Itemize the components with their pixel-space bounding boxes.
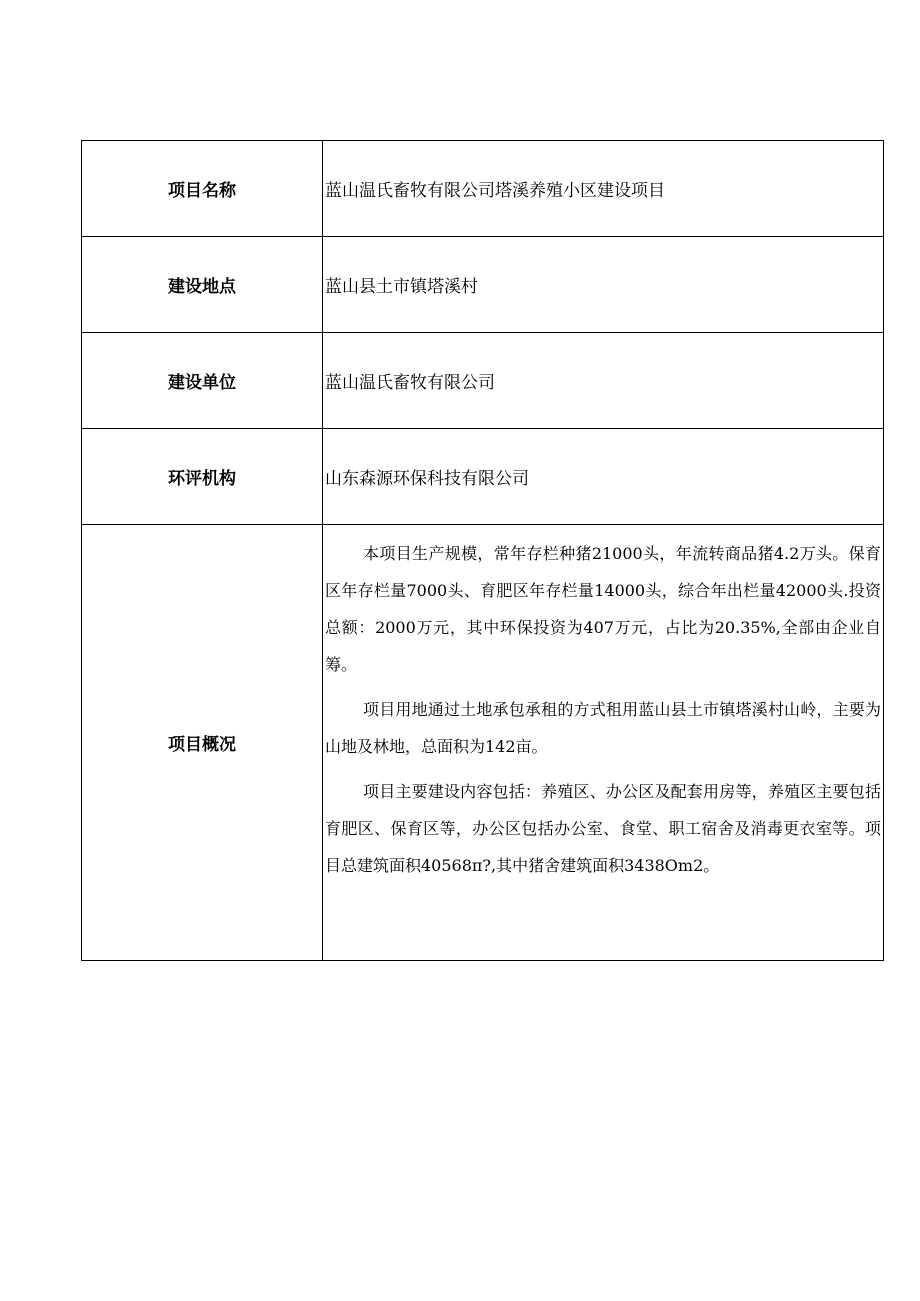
overview-label bbox=[82, 525, 323, 961]
table-row bbox=[82, 333, 884, 429]
table-row bbox=[82, 141, 884, 237]
table-row bbox=[82, 525, 884, 961]
row-label bbox=[82, 333, 323, 429]
row-label bbox=[82, 141, 323, 237]
row-value: 蓝山县土市镇塔溪村 bbox=[323, 237, 884, 333]
row-label bbox=[82, 429, 323, 525]
row-value: 蓝山温氏畜牧有限公司塔溪养殖小区建设项目 bbox=[323, 141, 884, 237]
project-info-table bbox=[81, 140, 884, 961]
label-text: 项目名称 bbox=[168, 181, 236, 201]
row-value: 山东森源环保科技有限公司 bbox=[323, 429, 884, 525]
label-text: 环评机构 bbox=[168, 469, 236, 489]
table-row bbox=[82, 429, 884, 525]
label-text: 建设地点 bbox=[168, 277, 236, 297]
label-text: 建设单位 bbox=[168, 373, 236, 393]
row-label bbox=[82, 237, 323, 333]
overview-paragraph: 项目主要建设内容包括：养殖区、办公区及配套用房等，养殖区主要包括育肥区、保育区等，办公区包括办公室、食堂、职工宿舍及消毒更衣室等。项目总建筑面积40568π?,其中猪舍建筑面积3438Om2。 bbox=[325, 782, 881, 875]
overview-paragraph: 项目用地通过土地承包承租的方式租用蓝山县土市镇塔溪村山岭，主要为山地及林地，总面积为142亩。 bbox=[325, 700, 881, 756]
row-value: 蓝山温氏畜牧有限公司 bbox=[323, 333, 884, 429]
overview-content bbox=[323, 525, 884, 961]
label-text: 项目概况 bbox=[168, 735, 236, 755]
table-row bbox=[82, 237, 884, 333]
overview-paragraph: 本项目生产规模，常年存栏种猪21000头，年流转商品猪4.2万头。保育区年存栏量7000头、育肥区年存栏量14000头，综合年出栏量42000头.投资总额：2000万元，其中环保投资为407万元，占比为20.35%,全部由企业自筹。 bbox=[325, 544, 881, 674]
